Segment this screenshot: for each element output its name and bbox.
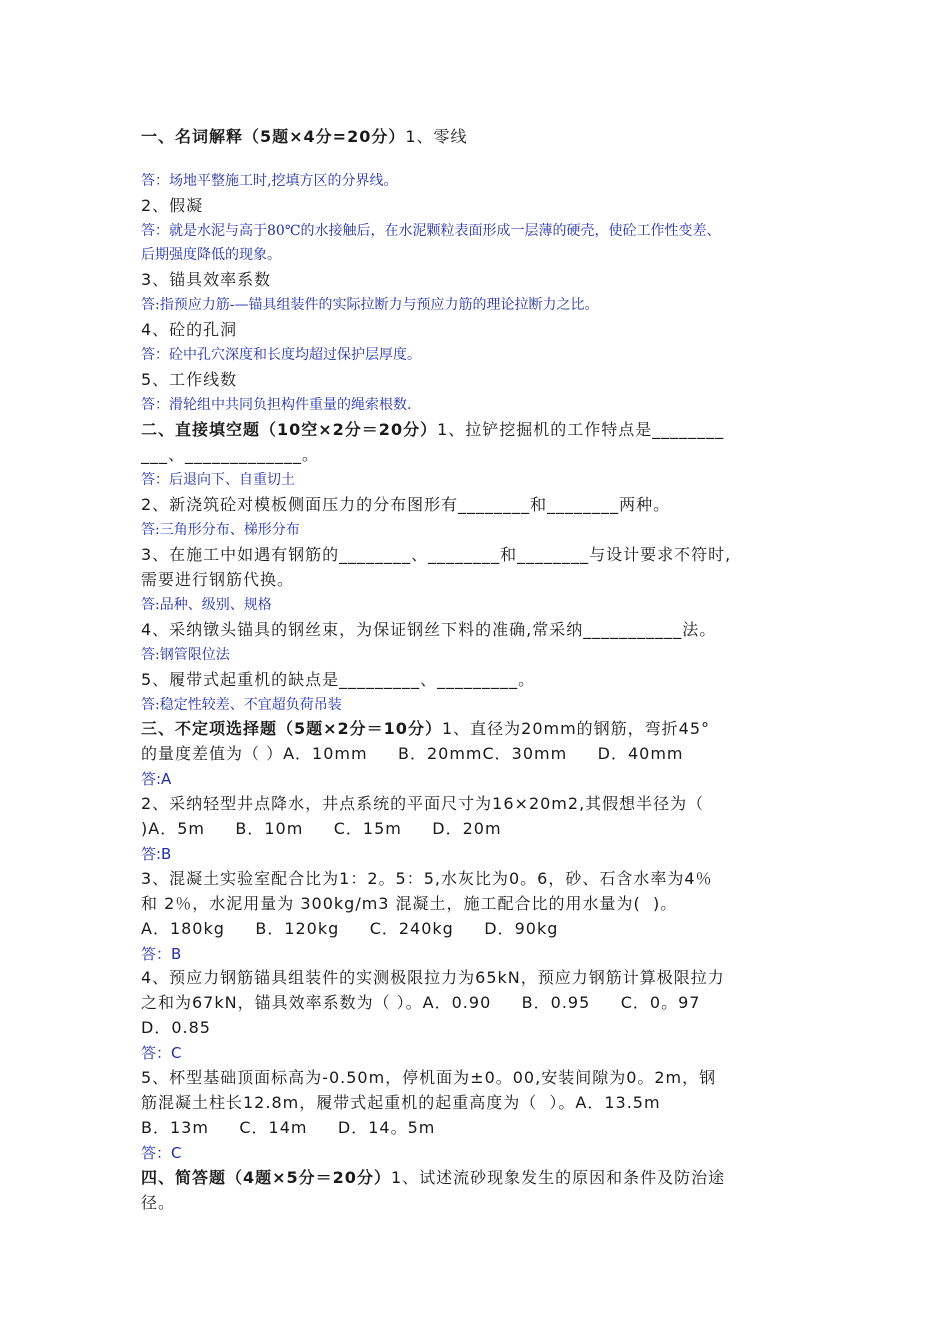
s3-question-3-line-1: 3、混凝土实验室配合比为1：2。5：5,水灰比为0。6，砂、石含水率为4％: [141, 869, 713, 888]
s3-question-3-line-2: 和 2％，水泥用量为 300kg/m3 混凝土，施工配合比的用水量为( )。: [141, 894, 678, 913]
s2-question-3-line-1: 3、在施工中如遇有钢筋的________、________和________与设计要求不符时,: [141, 545, 732, 564]
s3-question-5-line-3: B．13m C．14m D．14。5m: [141, 1118, 436, 1137]
s3-question-2-line-1: 2、采纳轻型井点降水，井点系统的平面尺寸为16×20m2,其假想半径为（: [141, 794, 705, 813]
section-1-heading: 一、名词解释（5题×4分=20分）: [141, 127, 406, 146]
s1-question-1: 1、零线: [405, 127, 468, 146]
section-3-heading: 三、不定项选择题（5题×2分＝10分）: [141, 719, 442, 738]
s2-answer-1: 答：后退向下、自重切土: [141, 472, 295, 488]
section-4-heading-line: [141, 1167, 725, 1189]
s4-question-1-line-2: 径。: [141, 1193, 176, 1212]
s3-question-4-line-1: 4、预应力钢筋锚具组装件的实测极限拉力为65kN，预应力钢筋计算极限拉力: [141, 968, 725, 987]
s1-answer-2-line-2: 后期强度降低的现象。: [141, 247, 281, 263]
s4-question-1-line-1: 1、试述流砂现象发生的原因和条件及防治途: [390, 1168, 726, 1187]
s3-answer-4: 答：C: [141, 1044, 182, 1062]
s3-question-3-line-3: A．180kg B．120kg C．240kg D．90kg: [141, 919, 559, 938]
s3-question-1-line-1: 1、直径为20mm的钢筋，弯折45°: [441, 719, 711, 738]
s1-answer-1: 答：场地平整施工时,挖填方区的分界线。: [141, 173, 398, 189]
section-2-heading-line: [141, 419, 724, 441]
s3-question-5-line-1: 5、杯型基础顶面标高为-0.50m，停机面为±0。00,安装间隙为0。2m，钢: [141, 1068, 717, 1087]
s2-answer-3: 答:品种、级别、规格: [141, 597, 272, 613]
s1-answer-5: 答：滑轮组中共同负担构件重量的绳索根数.: [141, 397, 412, 413]
s1-answer-2-line-1: 答：就是水泥与高于80℃的水接触后，在水泥颗粒表面形成一层薄的硬壳，使砼工作性变差、: [141, 223, 721, 239]
s1-question-2: 2、假凝: [141, 196, 204, 215]
s2-question-1-line-2: ___、_____________。: [141, 445, 320, 464]
section-4-heading: 四、简答题（4题×5分＝20分）: [141, 1168, 391, 1187]
s3-question-1-line-2: 的量度差值为（ ）A．10mm B．20mmC．30mm D．40mm: [141, 744, 684, 763]
section-2-heading: 二、直接填空题（10空×2分＝20分）: [141, 420, 438, 439]
s3-question-4-line-3: D．0.85: [141, 1018, 211, 1037]
s2-answer-2: 答:三角形分布、梯形分布: [141, 522, 300, 538]
s2-question-2: 2、新浇筑砼对模板侧面压力的分布图形有________和________两种。: [141, 495, 671, 514]
s2-question-5: 5、履带式起重机的缺点是_________、_________。: [141, 670, 536, 689]
s1-question-3: 3、锚具效率系数: [141, 270, 272, 289]
s3-answer-3: 答：B: [141, 945, 182, 963]
s3-answer-1: 答:A: [141, 770, 172, 788]
s3-answer-5: 答：C: [141, 1144, 182, 1162]
section-1-heading-line: [141, 126, 468, 148]
s1-question-5: 5、工作线数: [141, 370, 238, 389]
s2-answer-4: 答:钢管限位法: [141, 647, 230, 663]
s3-question-4-line-2: 之和为67kN，锚具效率系数为（ ）。A．0.90 B．0.95 C．0。97: [141, 993, 701, 1012]
s2-question-1-line-1: 1、拉铲挖掘机的工作特点是________: [437, 420, 725, 439]
s2-question-4: 4、采纳镦头锚具的钢丝束，为保证钢丝下料的准确,常采纳___________法。: [141, 620, 717, 639]
s3-question-5-line-2: 筋混凝土柱长12.8m，履带式起重机的起重高度为（ ）。A．13.5m: [141, 1093, 661, 1112]
s1-question-4: 4、砼的孔洞: [141, 320, 238, 339]
s1-answer-4: 答：砼中孔穴深度和长度均超过保护层厚度。: [141, 347, 421, 363]
s2-question-3-line-2: 需要进行钢筋代换。: [141, 570, 295, 589]
s1-answer-3: 答:指预应力筋-—锚具组装件的实际拉断力与预应力筋的理论拉断力之比。: [141, 297, 599, 313]
s3-question-2-line-2: )A．5m B．10m C．15m D．20m: [141, 819, 502, 838]
s3-answer-2: 答:B: [141, 845, 172, 863]
section-3-heading-line: [141, 718, 710, 740]
s2-answer-5: 答:稳定性较差、不宜超负荷吊装: [141, 697, 342, 713]
